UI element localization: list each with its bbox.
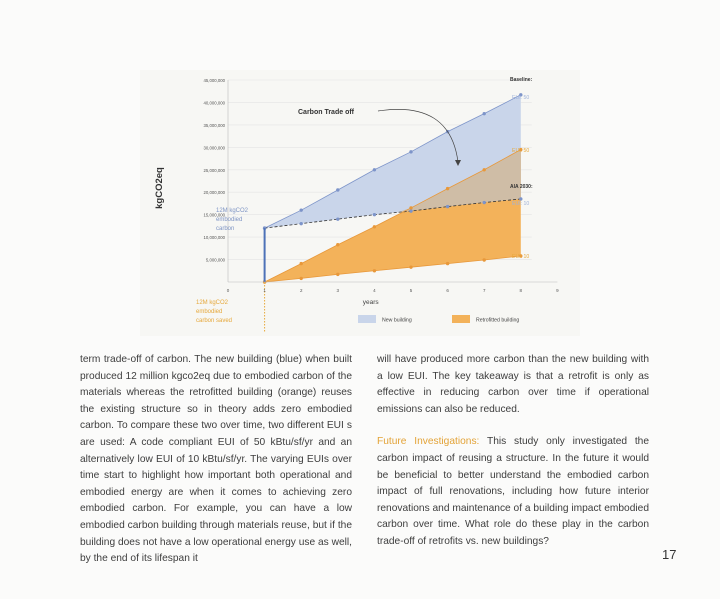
label-baseline: Baseline: bbox=[510, 77, 533, 83]
y-tick-label: 40,000,000 bbox=[203, 100, 225, 106]
data-point bbox=[373, 269, 376, 272]
page-number: 17 bbox=[662, 547, 677, 562]
annotation-carbon-saved: carbon saved bbox=[196, 318, 233, 324]
x-tick-label: 4 bbox=[373, 288, 376, 293]
data-point bbox=[300, 208, 303, 211]
x-tick-label: 6 bbox=[446, 288, 449, 293]
data-point bbox=[336, 188, 339, 191]
data-point bbox=[336, 243, 339, 246]
data-point bbox=[446, 205, 449, 208]
data-point bbox=[300, 262, 303, 265]
x-axis-title: years bbox=[362, 299, 379, 306]
data-point bbox=[373, 225, 376, 228]
data-point bbox=[409, 206, 412, 209]
paragraph-right-1: will have produced more carbon than the new building with a low EUI. The key takeaway is that a retrofit is only as effective in reducing carbon over time if operational emissions can also be reduced. bbox=[377, 354, 649, 415]
data-point bbox=[483, 168, 486, 171]
body-column-right bbox=[377, 352, 649, 551]
annotation-embodied-carbon: carbon bbox=[216, 226, 235, 232]
carbon-chart bbox=[140, 70, 580, 336]
y-tick-label: 10,000,000 bbox=[203, 235, 225, 241]
annotation-carbon-saved: embodied bbox=[196, 309, 223, 315]
data-point bbox=[483, 112, 486, 115]
y-tick-label: 30,000,000 bbox=[203, 145, 225, 151]
y-axis-title: kgCO2eq bbox=[154, 167, 165, 209]
y-tick-label: 15,000,000 bbox=[203, 212, 225, 218]
label-aia-2030: AIA 2030: bbox=[510, 184, 533, 190]
label-eui: EUI: 50 bbox=[512, 95, 530, 101]
y-tick-label: 25,000,000 bbox=[203, 167, 225, 173]
data-point bbox=[373, 213, 376, 216]
data-point bbox=[336, 273, 339, 276]
data-point bbox=[446, 187, 449, 190]
y-tick-label: 20,000,000 bbox=[203, 190, 225, 196]
label-eui: EUI: 10 bbox=[512, 254, 530, 260]
body-column-left bbox=[80, 352, 352, 568]
data-point bbox=[446, 262, 449, 265]
legend-swatch-retro bbox=[452, 315, 470, 323]
x-tick-label: 9 bbox=[556, 288, 559, 293]
future-investigations-heading: Future Investigations: bbox=[377, 436, 480, 448]
future-investigations-body: This study only investigated the carbon impact of reusing a structure. In the future it would be beneficial to better understand the embodied carbon impact of full renovations, including how future interior renovations and maintenance of a building impact embodied carbon over time. What role do these play in the carbon trade-off of retrofits vs. new buildings? bbox=[377, 436, 649, 547]
data-point bbox=[373, 168, 376, 171]
data-point bbox=[336, 217, 339, 220]
label-eui: EUI: 10 bbox=[512, 201, 530, 207]
paragraph-left: term trade-off of carbon. The new building (blue) when built produced 12 million kgco2eq due to embodied carbon of the materials whereas the retrofitted building (orange) reuses the existing structure so in theory adds zero embodied carbon. To compare these two over time, two different EUI s are used: A code compliant EUI of 50 kBtu/sf/yr and an alternatively low EUI of 10 kBtu/sf/yr. The varying EUIs over time start to highlight how important both operational and embodied energy are when it comes to achieving zero embodied carbon. For example, you can have a low embodied carbon building through materials reuse, but if the building does not have a low operational energy use as well, by the end of its lifespan it bbox=[80, 354, 352, 565]
x-tick-label: 5 bbox=[409, 288, 413, 293]
y-tick-label: 5,000,000 bbox=[205, 257, 225, 263]
x-tick-label: 0 bbox=[226, 288, 230, 293]
annotation-embodied-carbon: 12M kgCO2 bbox=[216, 208, 249, 214]
data-point bbox=[483, 258, 486, 261]
x-tick-label: 3 bbox=[336, 288, 340, 293]
data-point bbox=[483, 201, 486, 204]
annotation-carbon-saved: 12M kgCO2 bbox=[196, 300, 229, 306]
y-tick-label: 35,000,000 bbox=[203, 122, 225, 128]
annotation-carbon-tradeoff: Carbon Trade off bbox=[298, 109, 355, 116]
x-tick-label: 2 bbox=[299, 288, 303, 293]
label-eui: EUI: 50 bbox=[512, 148, 530, 154]
chart-figure bbox=[140, 70, 580, 336]
y-tick-label: 45,000,000 bbox=[203, 78, 225, 83]
data-point bbox=[300, 277, 303, 280]
legend-swatch-new bbox=[358, 315, 376, 323]
data-point bbox=[300, 222, 303, 225]
data-point bbox=[409, 265, 412, 268]
legend-label-retro: Retrofitted building bbox=[476, 317, 520, 324]
data-point bbox=[409, 150, 412, 153]
legend-label-new: New building bbox=[382, 317, 412, 324]
x-tick-label: 7 bbox=[482, 288, 486, 293]
x-tick-label: 1 bbox=[263, 288, 266, 293]
x-tick-label: 8 bbox=[519, 288, 523, 293]
paragraph-future-investigations bbox=[377, 434, 649, 550]
annotation-embodied-carbon: embodied bbox=[216, 217, 243, 223]
data-point bbox=[409, 209, 412, 212]
